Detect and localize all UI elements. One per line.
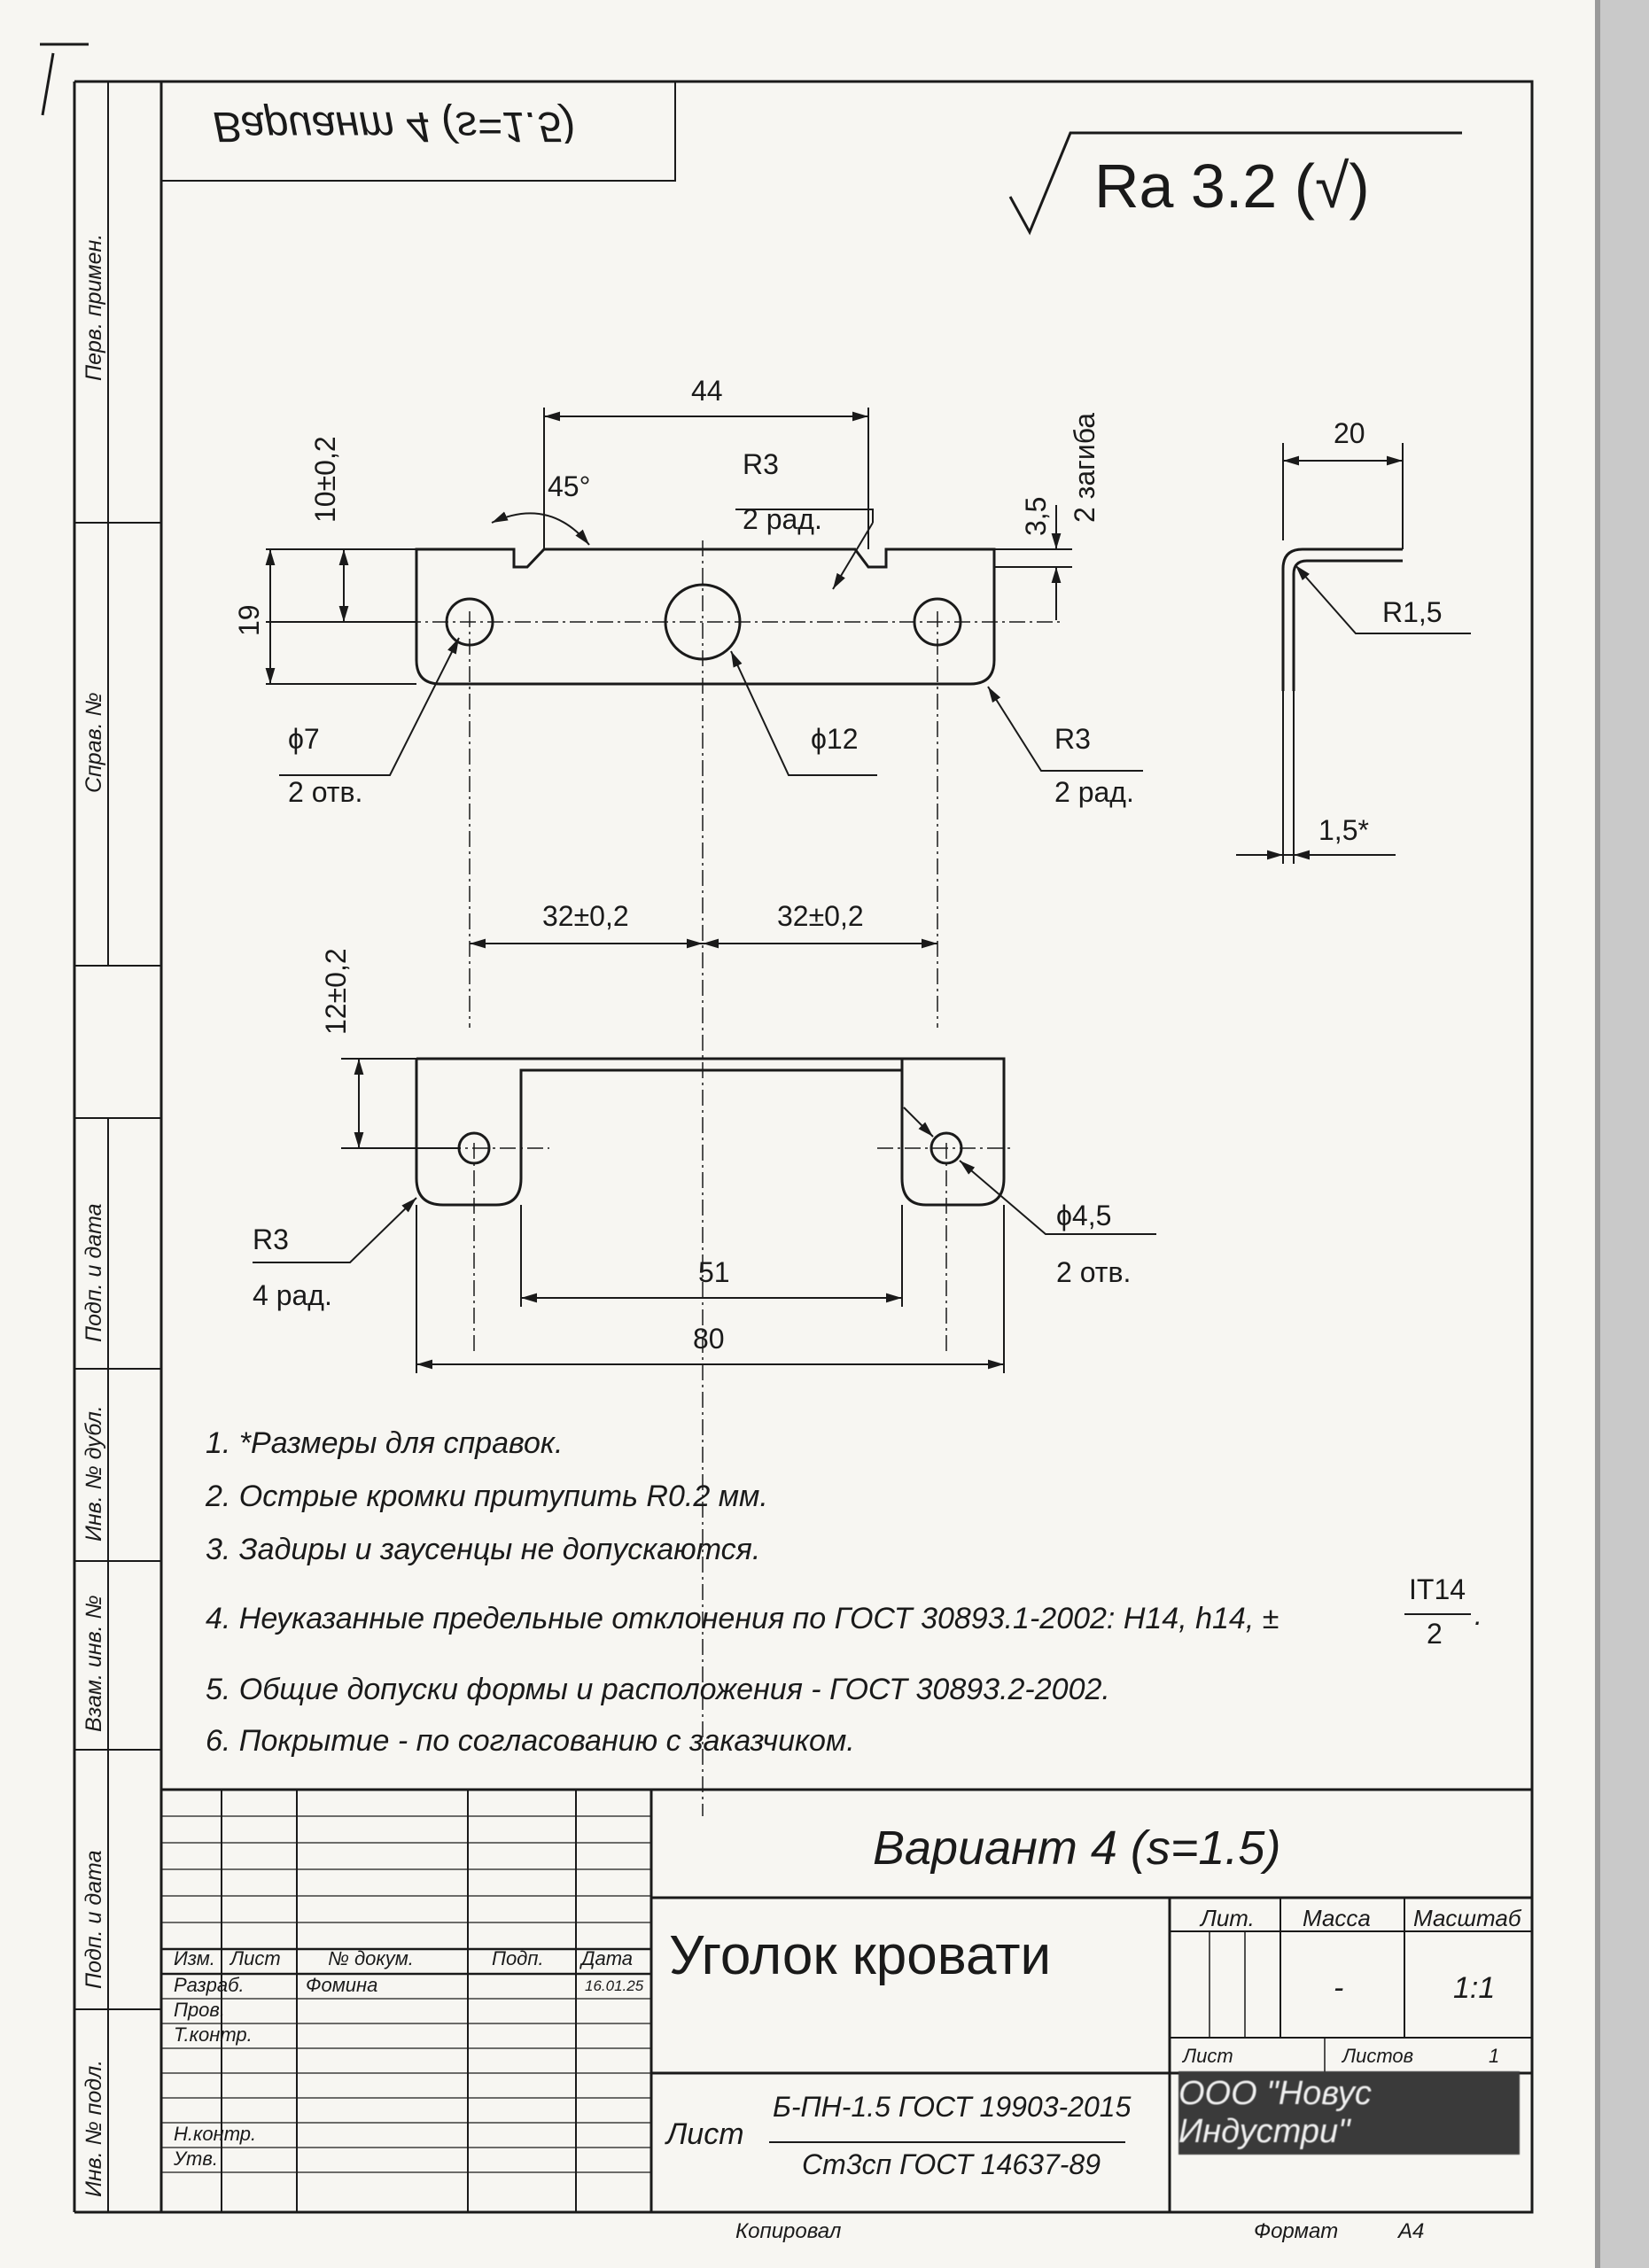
- stamp-perv-primen: Перв. примен.: [82, 233, 106, 381]
- label-phi7-qty: 2 отв.: [288, 776, 363, 808]
- stamp-podp-data-2: Подп. и дата: [82, 1850, 106, 1989]
- dim-19: 19: [233, 604, 265, 636]
- label-r3-bottom: R3: [253, 1223, 289, 1255]
- note-5: 5. Общие допуски формы и расположения - ГОСТ 30893.2-2002.: [206, 1673, 1110, 1706]
- fraction-tail: .: [1474, 1599, 1482, 1631]
- stamp-inv-dubl: Инв. № дубл.: [82, 1405, 106, 1542]
- dim-3-5-qty: 2 загиба: [1069, 412, 1101, 523]
- dim-51: 51: [698, 1256, 730, 1288]
- label-r3-top-qty: 2 рад.: [743, 503, 822, 535]
- row-tkontr: Т.контр.: [174, 2023, 253, 2046]
- label-phi7: ϕ7: [288, 723, 320, 755]
- label-r1-5: R1,5: [1382, 596, 1443, 628]
- copied-label: Копировал: [735, 2219, 842, 2243]
- company-stamp: ООО "Новус Индустри": [1178, 2071, 1520, 2155]
- label-r3-bottom-qty: 4 рад.: [253, 1279, 332, 1311]
- part-name: Уголок кровати: [669, 1925, 1052, 1986]
- dim-20: 20: [1334, 417, 1365, 449]
- hdr-podp: Подп.: [492, 1947, 544, 1969]
- scale-value: 1:1: [1453, 1971, 1496, 2005]
- note-2: 2. Острые кромки притупить R0.2 мм.: [206, 1480, 768, 1513]
- hdr-data: Дата: [581, 1947, 634, 1969]
- hdr-list: Лист: [230, 1947, 281, 1969]
- label-r3-mid-qty: 2 рад.: [1054, 776, 1134, 808]
- row-prov: Пров.: [174, 1999, 226, 2021]
- fraction-denominator: 2: [1427, 1618, 1443, 1650]
- sheets-label: Листов: [1342, 2045, 1414, 2067]
- hdr-dokum: № докум.: [328, 1947, 414, 1969]
- material-line-1: Б-ПН-1.5 ГОСТ 19903-2015: [773, 2091, 1132, 2123]
- stamp-vzam-inv: Взам. инв. №: [82, 1595, 106, 1732]
- sheet-label: Лист: [1183, 2045, 1233, 2067]
- dim-44: 44: [691, 375, 723, 407]
- stamp-sprav-no: Справ. №: [82, 692, 106, 793]
- dim-32-right: 32±0,2: [777, 900, 864, 932]
- format-label: Формат: [1254, 2219, 1339, 2243]
- razrab-date: 16.01.25: [585, 1977, 644, 1994]
- row-utv: Утв.: [174, 2148, 218, 2170]
- note-4: 4. Неуказанные предельные отклонения по ГОСТ 30893.1-2002: H14, h14, ±: [206, 1602, 1280, 1635]
- note-1: 1. *Размеры для справок.: [206, 1426, 564, 1460]
- massa-value: -: [1334, 1971, 1344, 2005]
- variant-top-label: Вариант 4 (s=1.5): [213, 103, 576, 150]
- row-razrab: Разраб.: [174, 1974, 245, 1996]
- hdr-lit: Лит.: [1201, 1905, 1255, 1931]
- stamp-inv-podl: Инв. № подл.: [82, 2059, 106, 2197]
- row-nkontr: Н.контр.: [174, 2123, 257, 2145]
- note-3: 3. Задиры и заусенцы не допускаются.: [206, 1533, 761, 1566]
- dim-1-5: 1,5*: [1318, 814, 1369, 846]
- dim-80: 80: [693, 1323, 725, 1355]
- material-line-2: Ст3сп ГОСТ 14637-89: [802, 2148, 1101, 2180]
- dim-45: 45°: [548, 470, 591, 502]
- title-variant: Вариант 4 (s=1.5): [873, 1821, 1281, 1875]
- hdr-izm: Изм.: [174, 1947, 215, 1969]
- dim-32-left: 32±0,2: [542, 900, 629, 932]
- label-phi4-5: ϕ4,5: [1056, 1200, 1112, 1231]
- dim-10: 10±0,2: [309, 436, 341, 523]
- stamp-podp-data-1: Подп. и дата: [82, 1203, 106, 1342]
- roughness-label: Ra 3.2 (√): [1094, 151, 1370, 221]
- razrab-name: Фомина: [306, 1974, 378, 1996]
- label-r3-top: R3: [743, 448, 779, 480]
- dim-12: 12±0,2: [320, 948, 352, 1035]
- hdr-masshtab: Масштаб: [1413, 1905, 1521, 1931]
- dim-3-5: 3,5: [1020, 496, 1052, 536]
- format-value: А4: [1398, 2219, 1425, 2243]
- note-6: 6. Покрытие - по согласованию с заказчиком.: [206, 1724, 855, 1758]
- fraction-numerator: IT14: [1409, 1573, 1466, 1605]
- label-phi12: ϕ12: [811, 723, 859, 755]
- sheets-value: 1: [1489, 2045, 1500, 2067]
- material-label: Лист: [666, 2117, 744, 2151]
- label-phi4-5-qty: 2 отв.: [1056, 1256, 1132, 1288]
- hdr-massa: Масса: [1303, 1905, 1371, 1931]
- label-r3-mid: R3: [1054, 723, 1091, 755]
